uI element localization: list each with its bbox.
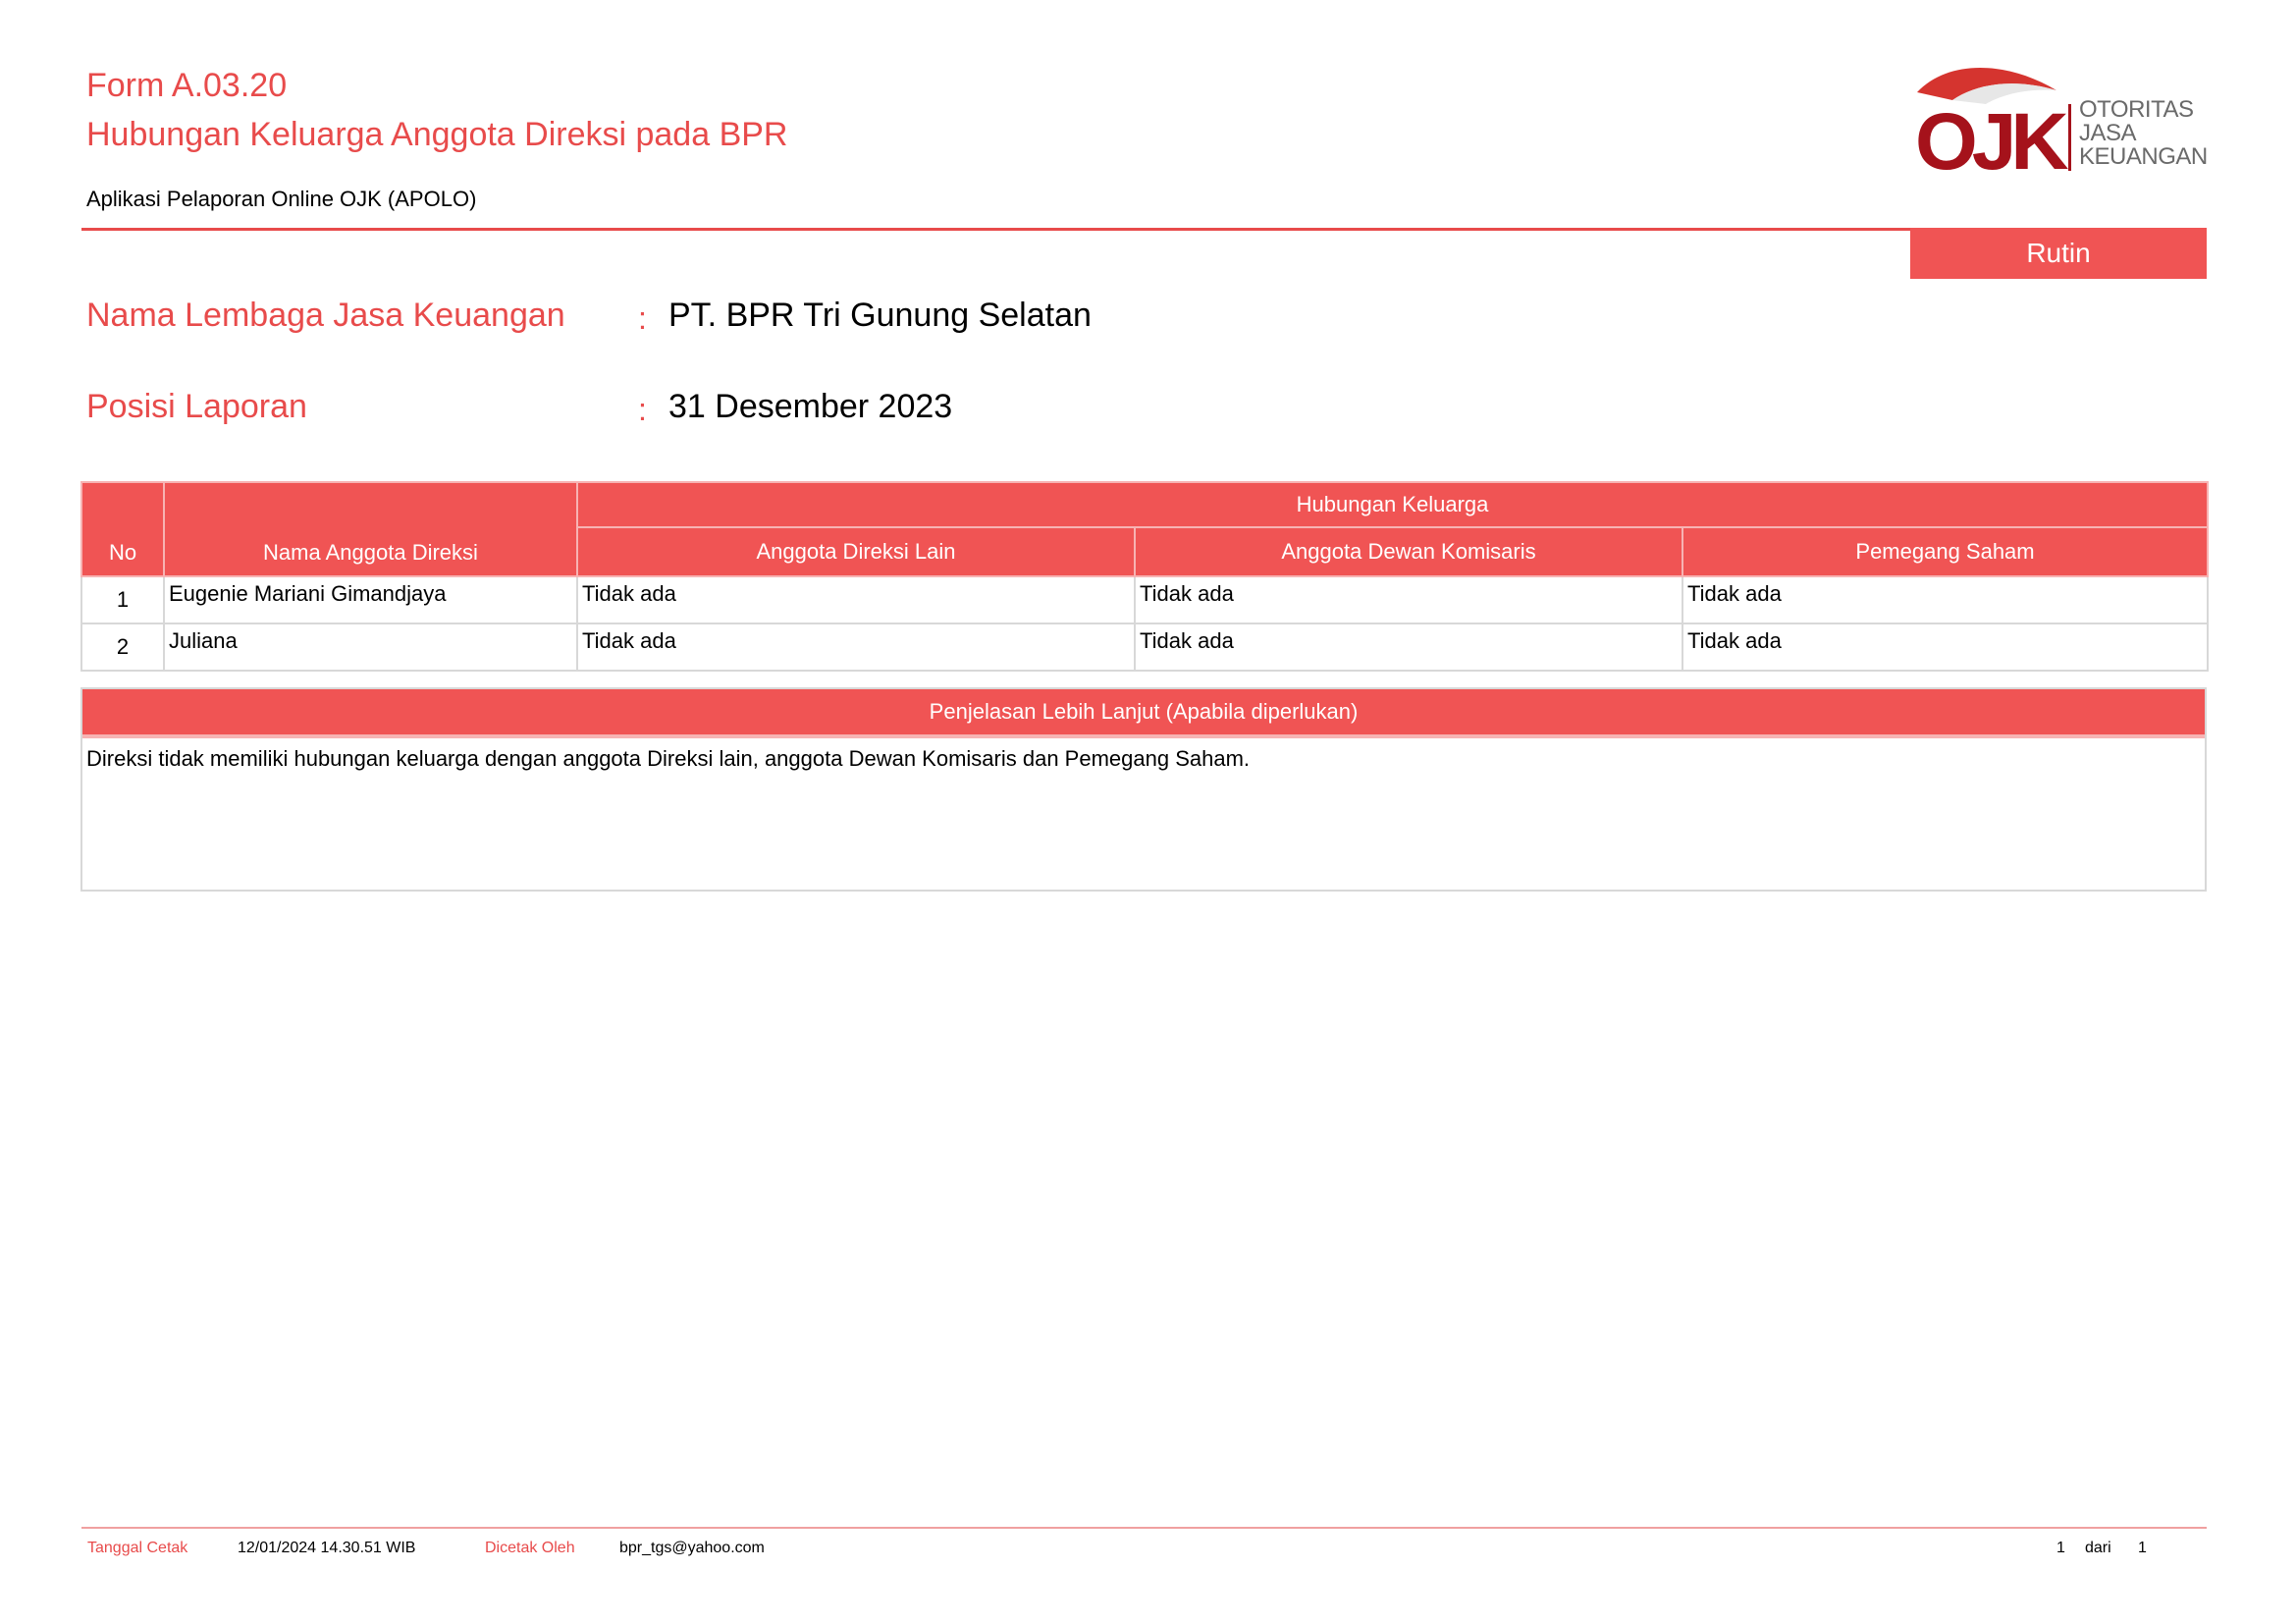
row-shareholders: Tidak ada bbox=[1682, 623, 2208, 671]
position-value: 31 Desember 2023 bbox=[668, 388, 953, 425]
position-colon: : bbox=[638, 392, 647, 427]
notes-header: Penjelasan Lebih Lanjut (Apabila diperlukan) bbox=[82, 689, 2205, 738]
group-header: Hubungan Keluarga bbox=[577, 482, 2208, 527]
svg-text:OJK: OJK bbox=[1915, 97, 2063, 179]
row-other-directors: Tidak ada bbox=[577, 623, 1135, 671]
form-title: Hubungan Keluarga Anggota Direksi pada BPR bbox=[86, 116, 788, 153]
page-total: 1 bbox=[2138, 1540, 2147, 1556]
logo-line-1: OTORITAS bbox=[2079, 96, 2194, 123]
table-row bbox=[81, 576, 2208, 623]
logo-line-2: JASA bbox=[2079, 120, 2137, 146]
row-other-directors: Tidak ada bbox=[577, 576, 1135, 623]
institution-label: Nama Lembaga Jasa Keuangan bbox=[86, 297, 565, 334]
col-no-header: No bbox=[81, 482, 164, 576]
row-shareholders: Tidak ada bbox=[1682, 576, 2208, 623]
row-name: Juliana bbox=[164, 623, 577, 671]
col-commissioners-header: Anggota Dewan Komisaris bbox=[1135, 527, 1682, 576]
institution-value: PT. BPR Tri Gunung Selatan bbox=[668, 297, 1092, 334]
col-other-directors-header: Anggota Direksi Lain bbox=[577, 527, 1135, 576]
position-label: Posisi Laporan bbox=[86, 388, 307, 425]
page-separator: dari bbox=[2085, 1540, 2111, 1556]
notes-text: Direksi tidak memiliki hubungan keluarga dengan anggota Direksi lain, anggota Dewan Komisaris dan Pemegang Saham. bbox=[86, 746, 1251, 771]
report-type-badge: Rutin bbox=[1910, 228, 2207, 279]
printed-by-value: bpr_tgs@yahoo.com bbox=[619, 1540, 765, 1556]
form-code: Form A.03.20 bbox=[86, 67, 288, 104]
col-shareholders-header: Pemegang Saham bbox=[1682, 527, 2208, 576]
logo-line-3: KEUANGAN bbox=[2079, 143, 2208, 170]
printed-by-label: Dicetak Oleh bbox=[485, 1540, 575, 1556]
notes-box bbox=[80, 687, 2207, 892]
institution-colon: : bbox=[638, 300, 647, 336]
row-no: 2 bbox=[81, 623, 164, 671]
logo-wordmark bbox=[2079, 98, 2208, 169]
page-current: 1 bbox=[2056, 1540, 2065, 1556]
row-no: 1 bbox=[81, 576, 164, 623]
print-date-value: 12/01/2024 14.30.51 WIB bbox=[238, 1540, 416, 1556]
col-name-header: Nama Anggota Direksi bbox=[164, 482, 577, 576]
app-name: Aplikasi Pelaporan Online OJK (APOLO) bbox=[86, 187, 477, 211]
family-relations-table bbox=[80, 481, 2209, 672]
header-divider bbox=[81, 228, 2207, 231]
row-name: Eugenie Mariani Gimandjaya bbox=[164, 576, 577, 623]
print-date-label: Tanggal Cetak bbox=[87, 1540, 188, 1556]
row-commissioners: Tidak ada bbox=[1135, 576, 1682, 623]
table-row bbox=[81, 623, 2208, 671]
footer-divider bbox=[81, 1527, 2207, 1529]
row-commissioners: Tidak ada bbox=[1135, 623, 1682, 671]
